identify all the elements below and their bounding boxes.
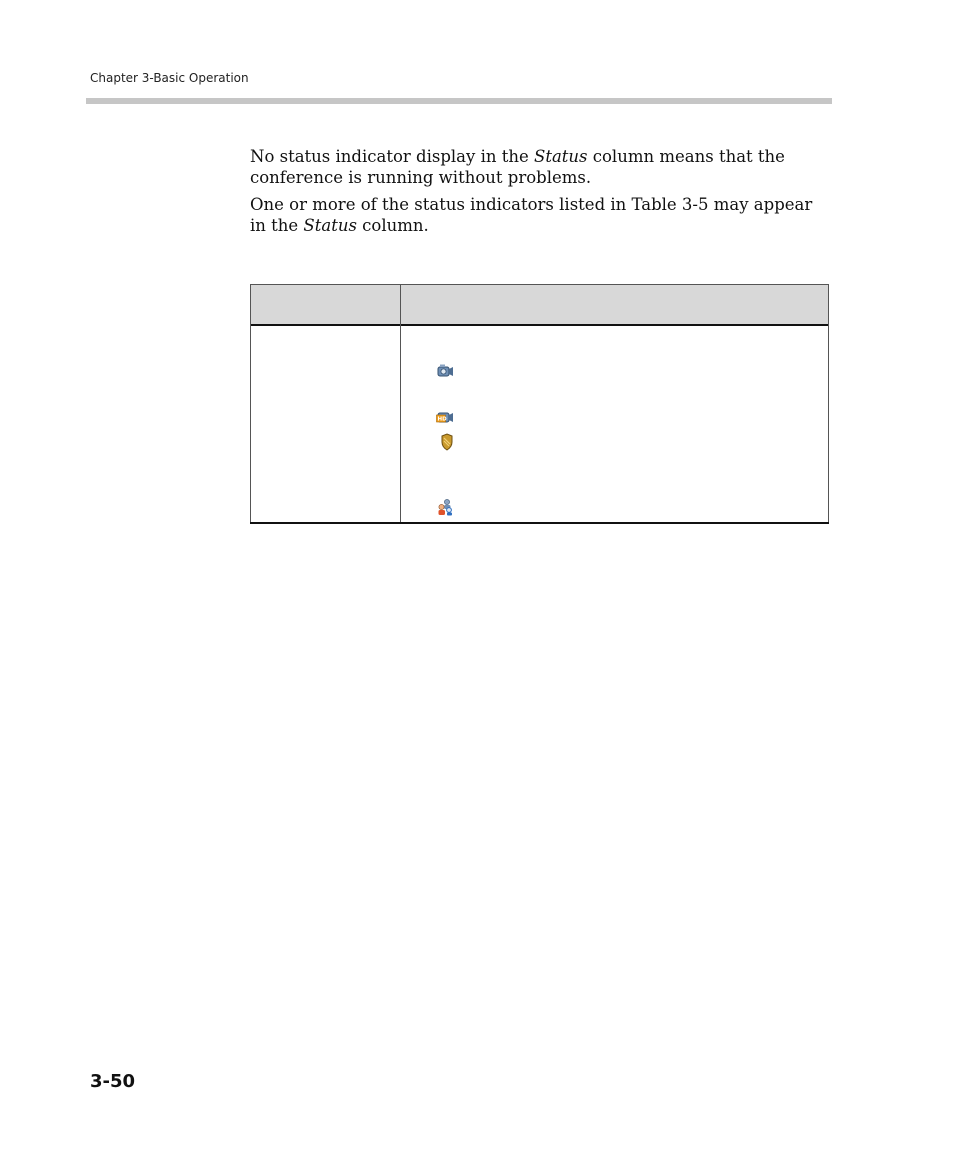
p1-text-a: No status indicator display in the [250, 147, 535, 166]
header-rule [86, 98, 832, 104]
paragraph-status-indicators [250, 194, 830, 236]
camera-icon [436, 362, 454, 380]
p2-status-term: Status [303, 216, 357, 235]
svg-text:HD: HD [437, 416, 447, 423]
page-number: 3-50 [90, 1071, 136, 1092]
chapter-title: Chapter 3-Basic Operation [90, 71, 249, 85]
p2-text-a: One or more of the status indicators listed in Table 3-5 may appear in the [250, 195, 813, 235]
paragraph-status-none [250, 146, 830, 188]
participants-icon [436, 498, 454, 516]
hd-camera-icon [436, 408, 454, 426]
p1-text-b: column means that the conference is running without problems. [250, 147, 785, 187]
status-indicators-table [250, 284, 829, 524]
table-left-border [250, 285, 251, 522]
table-column-divider [400, 285, 401, 522]
p1-status-term: Status [534, 147, 588, 166]
table-right-border [828, 285, 829, 522]
p2-text-b: column. [356, 216, 429, 235]
shield-icon [438, 433, 456, 451]
table-header-row [250, 285, 829, 326]
